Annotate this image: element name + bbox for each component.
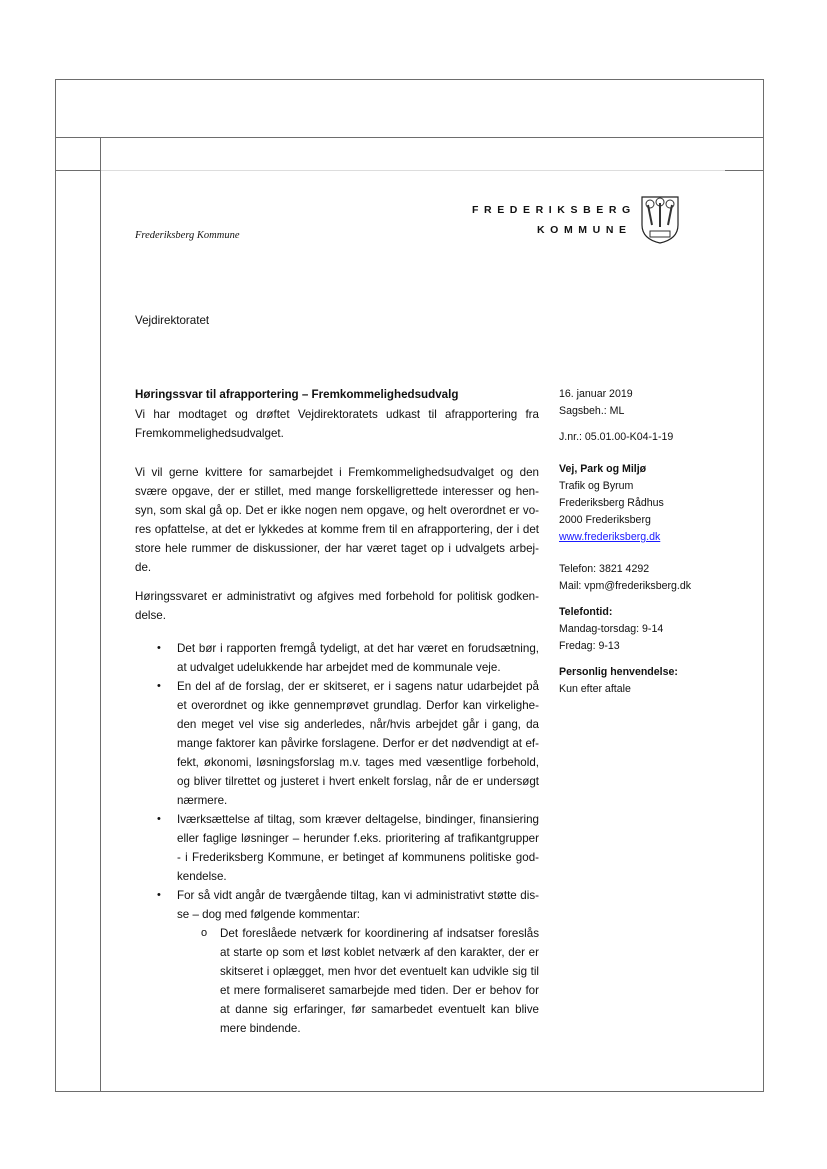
subject-heading: Høringssvar til afrapportering – Fremkommelighedsudvalg bbox=[135, 388, 459, 401]
text-line: nærmere. bbox=[177, 794, 228, 807]
bullet-item bbox=[177, 677, 539, 810]
frame-right bbox=[763, 79, 764, 1092]
logo-text-line1: FREDERIKSBERG bbox=[472, 204, 636, 216]
bullet-item bbox=[177, 639, 539, 677]
sender-info bbox=[559, 386, 691, 698]
personal-contact-value: Kun efter aftale bbox=[559, 683, 631, 695]
text-line: Det foreslåede netværk for koordinering af indsatser foreslås bbox=[220, 927, 539, 940]
text-line: Høringssvaret er administrativt og afgives med forbehold for politisk godken- bbox=[135, 590, 539, 603]
page-top-line bbox=[101, 170, 725, 171]
text-line: syn, som skal gå op. Det er ikke nogen nem opgave, og helt overordnet er vo- bbox=[135, 504, 539, 517]
text-line: at starte op som et løst koblet netværk af den karakter, der er bbox=[220, 946, 539, 959]
sub-bullet-item bbox=[220, 924, 539, 1038]
text-line: Vi vil gerne kvittere for samarbejdet i Fremkommelighedsudvalget og den bbox=[135, 466, 539, 479]
text-line: at udvalget udelukkende har arbejdet med de kommunale veje. bbox=[177, 661, 501, 674]
text-line: svære opgave, der er stillet, med mange forskelligrettede interesser og hen- bbox=[135, 485, 539, 498]
phone-hours-friday: Fredag: 9-13 bbox=[559, 640, 620, 652]
frame-top bbox=[55, 79, 764, 80]
case-handler: Sagsbeh.: ML bbox=[559, 405, 625, 417]
sub-bullet-icon: o bbox=[201, 927, 208, 939]
bullet-icon: • bbox=[157, 889, 161, 901]
bullet-item bbox=[177, 810, 539, 886]
text-line: et overordnet og ikke gennemprøvet grundlag. Derfor kan virkelighe- bbox=[177, 699, 539, 712]
frame-left bbox=[55, 79, 56, 1092]
city: 2000 Frederiksberg bbox=[559, 514, 651, 526]
text-line: fekt, økonomi, løsningsforslag m.v. tages med væsentlige forbehold, bbox=[177, 756, 539, 769]
journal-number: J.nr.: 05.01.00-K04-1-19 bbox=[559, 431, 674, 443]
unit: Trafik og Byrum bbox=[559, 480, 634, 492]
text-line: - i Frederiksberg Kommune, er betinget af kommunens politiske god- bbox=[177, 851, 539, 864]
left-tab-line bbox=[55, 170, 101, 171]
recipient: Vejdirektoratet bbox=[135, 314, 210, 327]
bullet-icon: • bbox=[157, 813, 161, 825]
text-line: delse. bbox=[135, 609, 166, 622]
website-link[interactable]: www.frederiksberg.dk bbox=[559, 531, 661, 543]
bullet-icon: • bbox=[157, 642, 161, 654]
text-line: For så vidt angår de tværgående tiltag, kan vi administrativt støtte dis- bbox=[177, 889, 539, 902]
header-divider bbox=[55, 137, 764, 138]
phone-hours-label: Telefontid: bbox=[559, 606, 613, 618]
paragraph bbox=[135, 587, 539, 625]
text-line: Fremkommelighedsudvalget. bbox=[135, 427, 284, 440]
text-line: Iværksættelse af tiltag, som kræver deltagelse, bindinger, finansiering bbox=[177, 813, 539, 826]
paragraph bbox=[135, 405, 539, 443]
text-line: og bliver tilrettet og justeret i hvert enkelt forslag, når de er undersøgt bbox=[177, 775, 539, 788]
text-line: Vi har modtaget og drøftet Vejdirektoratets udkast til afrapportering fra bbox=[135, 408, 539, 421]
text-line: mange faktorer kan påvirke forslagene. Derfor er det nødvendigt at ef- bbox=[177, 737, 539, 750]
right-tab-line bbox=[725, 170, 764, 171]
mail: Mail: vpm@frederiksberg.dk bbox=[559, 580, 692, 592]
text-line: skitseret i oplægget, men hvor det eventuelt kan udvikle sig til bbox=[220, 965, 539, 978]
phone: Telefon: 3821 4292 bbox=[559, 563, 650, 575]
text-line: res opfattelse, at det er lykkedes at komme frem til en afrapportering, der i det bbox=[135, 523, 539, 536]
text-line: mere bindende. bbox=[220, 1022, 301, 1035]
department: Vej, Park og Miljø bbox=[559, 463, 647, 475]
text-line: kendelse. bbox=[177, 870, 227, 883]
text-line: de. bbox=[135, 561, 152, 574]
text-line: se – dog med følgende kommentar: bbox=[177, 908, 361, 921]
coat-of-arms-icon bbox=[640, 195, 680, 250]
text-line: den meget vel vise sig anderledes, når/hvis arbejdet går i gang, da bbox=[177, 718, 539, 731]
text-line: store hele rummer de diskussioner, der har været taget op i udvalgets arbej- bbox=[135, 542, 539, 555]
frame-bottom bbox=[55, 1091, 764, 1092]
text-line: et mere formaliseret samarbejde med tiden. Der er behov for bbox=[220, 984, 539, 997]
building: Frederiksberg Rådhus bbox=[559, 497, 664, 509]
paragraph bbox=[135, 463, 539, 577]
margin-divider bbox=[100, 137, 101, 1092]
bullet-icon: • bbox=[157, 680, 161, 692]
bullet-item bbox=[177, 886, 539, 924]
phone-hours-weekdays: Mandag-torsdag: 9-14 bbox=[559, 623, 664, 635]
text-line: eller faglige løsninger – herunder f.eks. prioritering af trafikantgrupper bbox=[177, 832, 539, 845]
text-line: at danne sig erfaringer, før samarbedet eventuelt kan blive bbox=[220, 1003, 539, 1016]
text-line: Det bør i rapporten fremgå tydeligt, at det har været en forudsætning, bbox=[177, 642, 539, 655]
logo-text-line2: KOMMUNE bbox=[537, 224, 632, 236]
text-line: En del af de forslag, der er skitseret, er i sagens natur udarbejdet på bbox=[177, 680, 539, 693]
personal-contact-label: Personlig henvendelse: bbox=[559, 666, 678, 678]
sender-script: Frederiksberg Kommune bbox=[135, 230, 240, 241]
date: 16. januar 2019 bbox=[559, 388, 633, 400]
